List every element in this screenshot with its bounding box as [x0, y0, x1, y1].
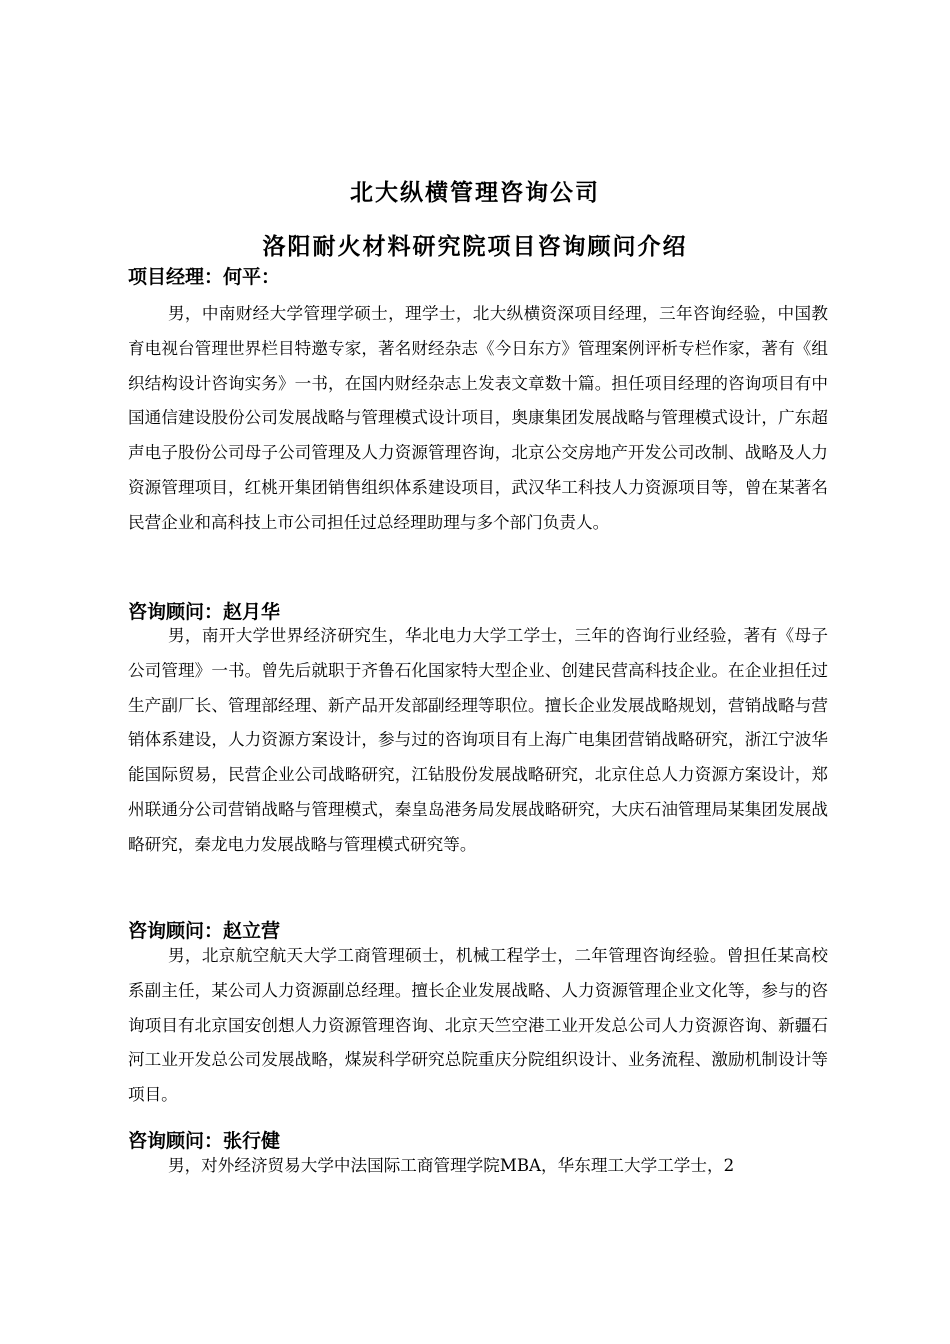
project-title: 洛阳耐火材料研究院项目咨询顾问介绍	[262, 233, 688, 260]
section-heading-consultant-1: 咨询顾问：赵月华	[128, 601, 281, 623]
section-body-consultant-2: 男，北京航空航天大学工商管理硕士，机械工程学士，二年管理咨询经验。曾担任某高校系副主任，某公司人力资源副总经理。擅长企业发展战略、人力资源管理企业文化等，参与的咨询项目有北京国安创想人力资源管理咨询、北京天竺空港工业开发总公司人力资源咨询、新疆石河工业开发总公司发展战略，煤炭科学研究总院重庆分院组织设计、业务流程、激励机制设计等项目。	[128, 946, 828, 1105]
section-body-consultant-3: 男，对外经济贸易大学中法国际工商管理学院MBA，华东理工大学工学士，2	[168, 1156, 735, 1175]
section-heading-consultant-3: 咨询顾问：张行健	[128, 1130, 281, 1152]
section-body-consultant-1: 男，南开大学世界经济研究生，华北电力大学工学士，三年的咨询行业经验，著有《母子公司管理》一书。曾先后就职于齐鲁石化国家特大型企业、创建民营高科技企业。在企业担任过生产副厂长、管理部经理、新产品开发部副经理等职位。擅长企业发展战略规划，营销战略与营销体系建设，人力资源方案设计，参与过的咨询项目有上海广电集团营销战略研究，浙江宁波华能国际贸易，民营企业公司战略研究，江钻股份发展战略研究，北京住总人力资源方案设计，郑州联通分公司营销战略与管理模式，秦皇岛港务局发展战略研究，大庆石油管理局某集团发展战略研究，秦龙电力发展战略与管理模式研究等。	[128, 626, 828, 854]
section-body-project-manager: 男，中南财经大学管理学硕士，理学士，北大纵横资深项目经理，三年咨询经验，中国教育电视台管理世界栏目特邀专家，著名财经杂志《今日东方》管理案例评析专栏作家，著有《组织结构设计咨询实务》一书，在国内财经杂志上发表文章数十篇。担任项目经理的咨询项目有中国通信建设股份公司发展战略与管理模式设计项目，奥康集团发展战略与管理模式设计，广东超声电子股份公司母子公司管理及人力资源管理咨询，北京公交房地产开发公司改制、战略及人力资源管理项目，红桃开集团销售组织体系建设项目，武汉华工科技人力资源项目等，曾在某著名民营企业和高科技上市公司担任过总经理助理与多个部门负责人。	[128, 304, 828, 532]
company-title: 北大纵横管理咨询公司	[350, 179, 600, 206]
section-heading-project-manager: 项目经理：何平：	[128, 266, 281, 288]
section-heading-consultant-2: 咨询顾问：赵立营	[128, 920, 281, 942]
